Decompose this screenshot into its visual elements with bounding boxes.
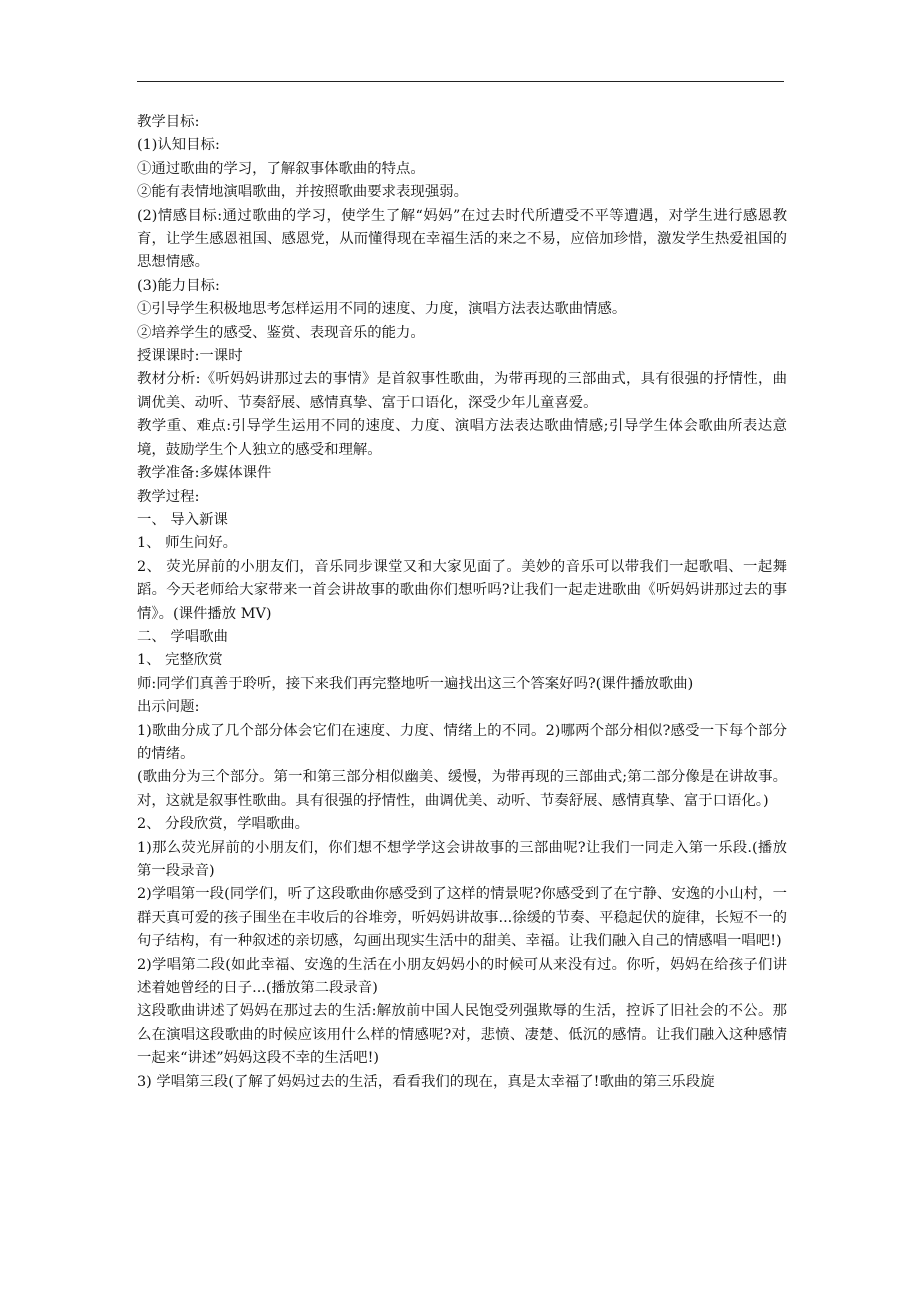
paragraph: (3)能力目标:	[137, 277, 220, 294]
paragraph: 2)学唱第二段(如此幸福、安逸的生活在小朋友妈妈小的时候可从来没有过。你听，妈妈在给孩子们讲述着她曾经的日子...(播放第二段录音)	[137, 956, 787, 997]
paragraph: 师:同学们真善于聆听，接下来我们再完整地听一遍找出这三个答案好吗?(课件播放歌曲)	[137, 675, 694, 692]
paragraph: (2)情感目标:通过歌曲的学习，使学生了解“妈妈”在过去时代所遭受不平等遭遇，对学生进行感恩教育，让学生感恩祖国、感恩党，从而懂得现在幸福生活的来之不易，应倍加珍惜，激发学生热爱祖国的思想情感。	[137, 207, 787, 271]
paragraph: 2、 分段欣赏，学唱歌曲。	[137, 816, 310, 833]
paragraph: 教学重、难点:引导学生运用不同的速度、力度、演唱方法表达歌曲情感;引导学生体会歌曲所表达意境，鼓励学生个人独立的感受和理解。	[137, 418, 787, 458]
paragraph: 教学目标:	[137, 114, 200, 130]
paragraph: 一、 导入新课	[137, 511, 228, 528]
paragraph: 出示问题:	[137, 699, 200, 716]
document-body	[137, 111, 787, 1094]
paragraph: 1)歌曲分成了几个部分体会它们在速度、力度、情绪上的不同。2)哪两个部分相似?感受一下每个部分的情绪。	[137, 722, 787, 762]
paragraph: (1)认知目标:	[137, 137, 220, 154]
paragraph: 2)学唱第一段(同学们，听了这段歌曲你感受到了这样的情景呢?你感受到了在宁静、安逸的小山村，一群天真可爱的孩子围坐在丰收后的谷堆旁，听妈妈讲故事...徐缓的节奏、平稳起伏的旋律，长短不一的句子结构，有一种叙述的亲切感，勾画出现实生活中的甜美、幸福。让我们融入自己的情感唱一唱吧!)	[137, 886, 787, 950]
paragraph: ②能有表情地演唱歌曲，并按照歌曲要求表现强弱。	[137, 184, 468, 201]
paragraph: 二、 学唱歌曲	[137, 628, 228, 645]
paragraph: 1)那么荧光屏前的小朋友们，你们想不想学学这会讲故事的三部曲呢?让我们一同走入第一乐段.(播放第一段录音)	[137, 839, 787, 879]
paragraph: 教学过程:	[137, 488, 200, 505]
paragraph: 授课课时:一课时	[137, 348, 243, 365]
paragraph: 2、 荧光屏前的小朋友们，音乐同步课堂又和大家见面了。美妙的音乐可以带我们一起歌唱、一起舞蹈。今天老师给大家带来一首会讲故事的歌曲你们想听吗?让我们一起走进歌曲《听妈妈讲那过去的事情》。(课件播放 MV)	[137, 558, 787, 622]
paragraph: 这段歌曲讲述了妈妈在那过去的生活:解放前中国人民饱受列强欺辱的生活，控诉了旧社会的不公。那么在演唱这段歌曲的时候应该用什么样的情感呢?对，悲愤、凄楚、低沉的感情。让我们融入这种感情一起来“讲述”妈妈这段不幸的生活吧!)	[137, 1003, 787, 1067]
paragraph: 3) 学唱第三段(了解了妈妈过去的生活，看看我们的现在，真是太幸福了!歌曲的第三乐段旋	[137, 1073, 715, 1090]
header-rule	[137, 81, 784, 82]
paragraph: 1、 师生问好。	[137, 535, 238, 552]
paragraph: 教材分析:《听妈妈讲那过去的事情》是首叙事性歌曲，为带再现的三部曲式，具有很强的抒情性，曲调优美、动听、节奏舒展、感情真挚、富于口语化，深受少年儿童喜爱。	[137, 371, 787, 411]
paragraph: 教学准备:多媒体课件	[137, 465, 272, 482]
paragraph: ①通过歌曲的学习，了解叙事体歌曲的特点。	[137, 160, 425, 177]
paragraph: 1、 完整欣赏	[137, 652, 223, 669]
paragraph: ②培养学生的感受、鉴赏、表现音乐的能力。	[137, 324, 425, 341]
paragraph: ①引导学生积极地思考怎样运用不同的速度、力度，演唱方法表达歌曲情感。	[137, 301, 627, 318]
paragraph: (歌曲分为三个部分。第一和第三部分相似幽美、缓慢，为带再现的三部曲式;第二部分像是在讲故事。对，这就是叙事性歌曲。具有很强的抒情性，曲调优美、动听、节奏舒展、感情真挚、富于口语化。)	[137, 769, 787, 809]
